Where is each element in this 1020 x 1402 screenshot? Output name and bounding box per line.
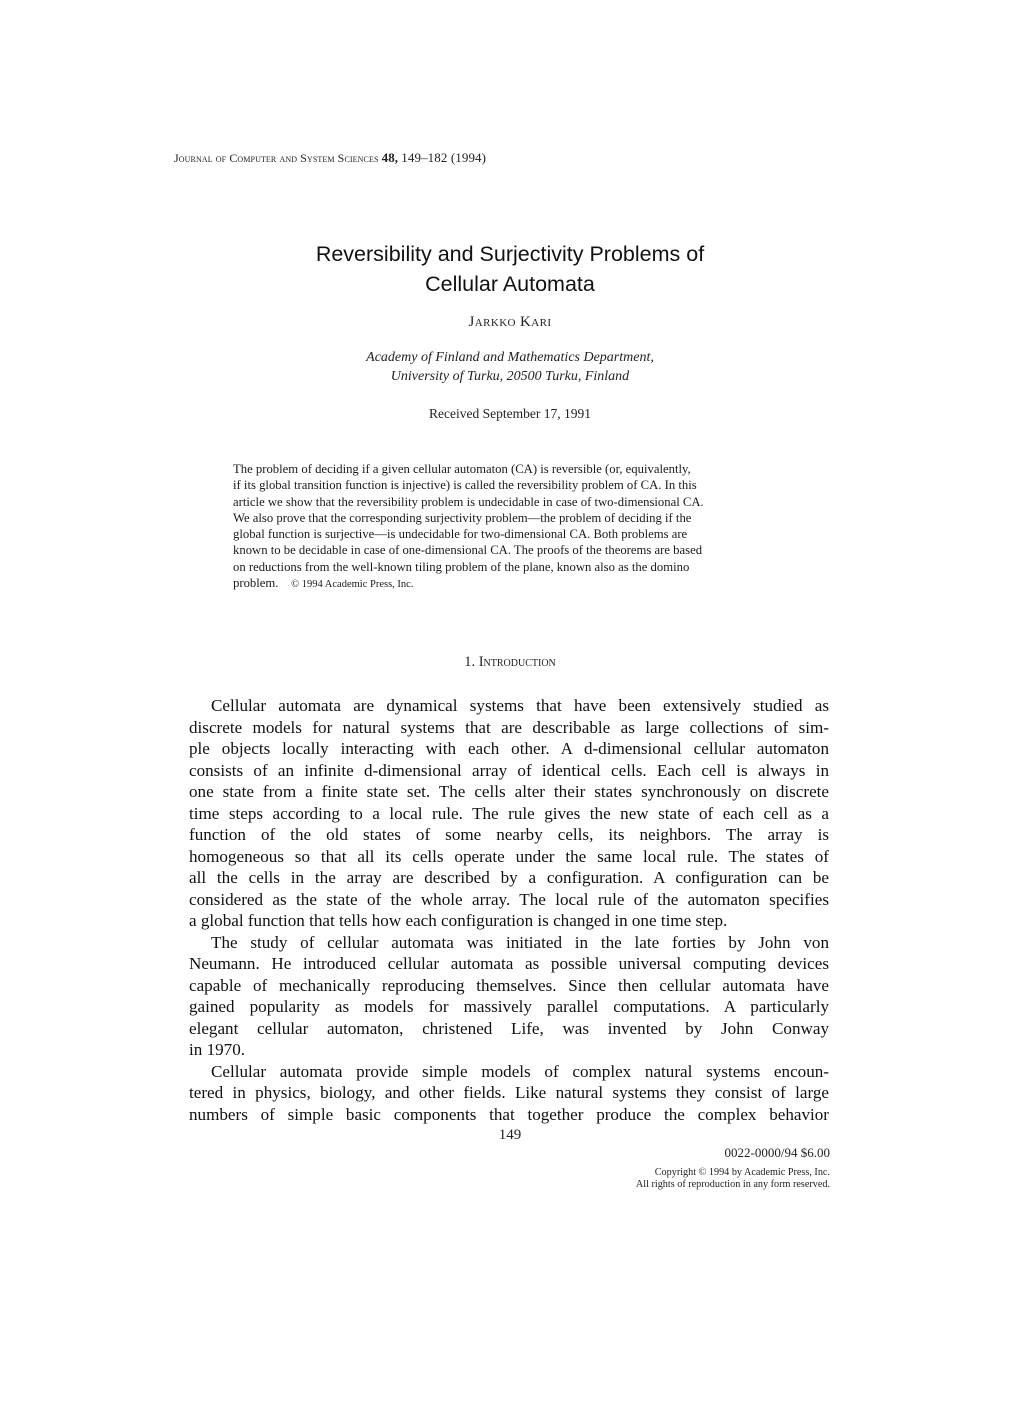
body-text [189,695,829,1125]
body-line: in 1970. [189,1040,246,1059]
copyright-footer [480,1167,830,1191]
running-head [174,150,814,166]
section-number: 1. [464,654,476,670]
abstract-copyright: © 1994 Academic Press, Inc. [291,579,414,591]
journal-volume: 48, [381,150,399,165]
body-line: ple objects locally interacting with each other. A d-dimensional cellular automaton [189,739,829,758]
affiliation-line-1: Academy of Finland and Mathematics Department, [366,350,654,365]
body-line: homogeneous so that all its cells operate under the same local rule. The states of [189,846,829,866]
body-line: Cellular automata are dynamical systems that have been extensively studied as [211,696,829,715]
body-line: all the cells in the array are described by a configuration. A configuration can be [189,868,829,887]
paragraph-2 [189,932,829,1061]
affiliation-line-2: University of Turku, 20500 Turku, Finland [390,369,630,384]
body-line: a global function that tells how each configuration is changed in one time step. [189,911,728,930]
paragraph-3 [189,1061,829,1126]
body-line: function of the old states of some nearby cells, its neighbors. The array is [189,825,829,844]
abstract-line: article we show that the reversibility problem is undecidable in case of two-dimensional CA. [233,494,704,509]
body-line: elegant cellular automaton, christened Life, was invented by John Conway [189,1018,829,1038]
abstract-line: on reductions from the well-known tiling problem of the plane, known also as the domino [233,559,690,574]
body-line: discrete models for natural systems that are describable as large collections of sim- [189,717,829,737]
paper-title [200,239,820,299]
body-line: considered as the state of the whole array. The local rule of the automaton specifies [189,889,829,909]
section-heading [200,654,820,671]
price-code: 0022-0000/94 $6.00 [724,1145,830,1160]
page-number: 149 [498,1127,522,1143]
abstract [233,461,797,593]
title-line-2: Cellular Automata [425,272,595,296]
copyright-line-2: All rights of reproduction in any form reserved. [635,1179,830,1190]
copyright-line-1: Copyright © 1994 by Academic Press, Inc. [654,1167,830,1178]
abstract-line: global function is surjective—is undecidable for two-dimensional CA. Both problems are [233,527,688,542]
abstract-line: known to be decidable in case of one-dimensional CA. The proofs of the theorems are based [233,543,703,558]
author-affiliation [200,348,820,386]
body-line: numbers of simple basic components that together produce the complex behavior [189,1104,829,1124]
title-line-1: Reversibility and Surjectivity Problems of [315,242,705,266]
body-line: gained popularity as models for massively parallel computations. A particularly [189,997,829,1016]
journal-name: Journal of Computer and System Sciences [174,151,379,165]
section-title: Introduction [478,654,556,670]
body-line: one state from a finite state set. The cells alter their states synchronously on discrete [189,782,829,801]
body-line: consists of an infinite d-dimensional array of identical cells. Each cell is always in [189,760,829,780]
abstract-line: if its global transition function is injective) is called the reversibility problem of CA. In this [233,478,697,493]
body-line: The study of cellular automata was initiated in the late forties by John von [211,932,829,952]
abstract-line: We also prove that the corresponding surjectivity problem—the problem of deciding if the [233,510,692,525]
abstract-last-word: problem. [233,576,279,591]
abstract-last-line [233,575,797,593]
received-date: Received September 17, 1991 [429,406,591,421]
body-line: Cellular automata provide simple models of complex natural systems encoun- [211,1061,829,1081]
paragraph-1 [189,695,829,932]
body-line: tered in physics, biology, and other fields. Like natural systems they consist of large [189,1083,829,1102]
author-name: Jarkko Kari [468,314,552,330]
abstract-line: The problem of deciding if a given cellular automaton (CA) is reversible (or, equivalently, [233,462,691,476]
body-line: capable of mechanically reproducing themselves. Since then cellular automata have [189,975,829,995]
journal-pages-year: 149–182 (1994) [401,150,487,165]
body-line: Neumann. He introduced cellular automata as possible universal computing devices [189,954,829,973]
body-line: time steps according to a local rule. The rule gives the new state of each cell as a [189,803,829,823]
